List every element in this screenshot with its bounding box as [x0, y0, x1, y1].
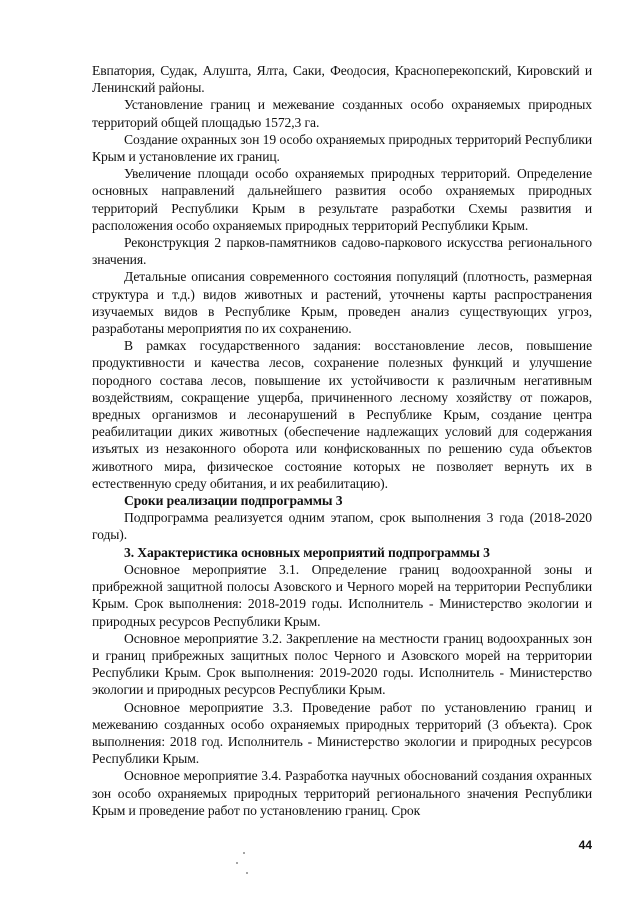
scan-speck-2 — [236, 862, 238, 864]
paragraph-1: Евпатория, Судак, Алушта, Ялта, Саки, Феодосия, Красноперекопский, Кировский и Ленинский районы. — [92, 63, 592, 96]
document-page — [92, 62, 592, 819]
paragraph-7: В рамках государственного задания: восстановление лесов, повышение продуктивности и качества лесов, сохранение полезных функций и улучшение породного состава лесов, повышение их устойчивости к различным негативным воздействиям, сокращение ущерба, причиненного лесному хозяйству от пожаров, вредных организмов и лесонарушений в Республике Крым, создание центра реабилитации диких животных (обеспечение надлежащих условий для содержания изъятых из незаконного оборота или конфискованных по решению суда объектов животного мира, физическое состояние которых не позволяет вернуть их в естественную среду обитания, и их реабилитацию). — [92, 338, 592, 491]
paragraph-12: Основное мероприятие 3.2. Закрепление на местности границ водоохранных зон и границ прибрежных защитных полос Черного и Азовского морей на территории Республики Крым. Срок выполнения: 2019-2020 годы. Исполнитель - Министерство экологии и природных ресурсов Республики Крым. — [92, 630, 592, 698]
scan-speck-1 — [243, 852, 245, 854]
paragraph-2: Установление границ и межевание созданных особо охраняемых природных территорий общей площадью 1572,3 га. — [92, 97, 592, 130]
paragraph-5: Реконструкция 2 парков-памятников садово-паркового искусства регионального значения. — [92, 235, 592, 268]
page-number: 44 — [578, 838, 592, 852]
section-heading-terms: Сроки реализации подпрограммы 3 — [124, 493, 343, 509]
paragraph-4: Увеличение площади особо охраняемых природных территорий. Определение основных направлений дальнейшего развития особо охраняемых природных территорий Республики Крым в результате разработки Схемы развития и расположения особо охраняемых природных территорий Республики Крым. — [92, 166, 592, 233]
paragraph-14: Основное мероприятие 3.4. Разработка научных обоснований создания охранных зон особо охраняемых природных территорий регионального значения Республики Крым и проведение работ по установлению границ. Срок — [92, 768, 592, 818]
paragraph-13: Основное мероприятие 3.3. Проведение работ по установлению границ и межеванию созданных особо охраняемых природных территорий (3 объекта). Срок выполнения: 2018 год. Исполнитель - Министерство экологии и природных ресурсов Республики Крым. — [92, 699, 592, 767]
paragraph-6: Детальные описания современного состояния популяций (плотность, размерная структура и т.д.) видов животных и растений, уточнены карты распространения изучаемых видов в Республике Крым, проведен анализ существующих угроз, разработаны мероприятия по их сохранению. — [92, 269, 592, 337]
paragraph-3: Создание охранных зон 19 особо охраняемых природных территорий Республики Крым и установление их границ. — [92, 131, 592, 165]
paragraph-9: Подпрограмма реализуется одним этапом, срок выполнения 3 года (2018-2020 годы). — [92, 510, 592, 543]
paragraph-11: Основное мероприятие 3.1. Определение границ водоохранной зоны и прибрежной защитной полосы Азовского и Черного морей на территории Республики Крым. Срок выполнения: 2018-2019 годы. Исполнитель - Министерство экологии и природных ресурсов Республики Крым. — [92, 561, 592, 629]
section-heading-characteristics: 3. Характеристика основных мероприятий подпрограммы 3 — [124, 544, 490, 560]
scan-speck-3 — [246, 872, 248, 874]
